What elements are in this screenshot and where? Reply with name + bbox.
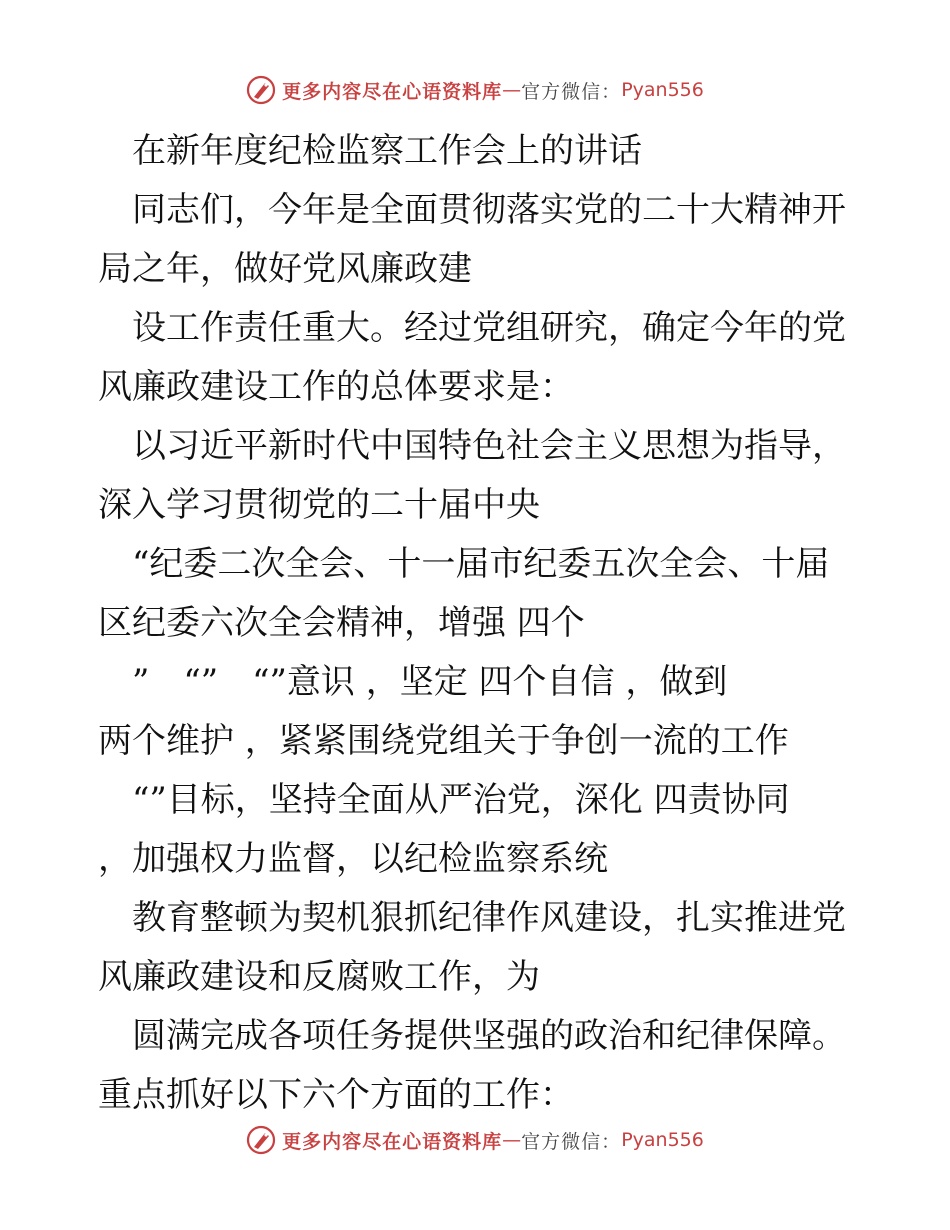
- text-line: 重点抓好以下六个方面的工作：: [98, 1075, 574, 1115]
- text-line: “”目标，坚持全面从严治党，深化 四责协同: [98, 780, 790, 820]
- text-line: ” “” “”意识 ，坚定 四个自信 ，做到: [98, 662, 728, 702]
- document-title: 在新年度纪检监察工作会上的讲话: [98, 131, 642, 171]
- text-line: 教育整顿为契机狠抓纪律作风建设，扎实推进党: [98, 898, 846, 938]
- banner-brand: 更多内容尽在心语资料库: [282, 80, 503, 103]
- text-line: 局之年，做好党风廉政建: [98, 249, 472, 289]
- banner-separator: —: [502, 1129, 522, 1151]
- text-line: 圆满完成各项任务提供坚强的政治和纪律保障。: [98, 1016, 846, 1056]
- banner-official: 官方微信：: [521, 80, 622, 103]
- banner-brand: 更多内容尽在心语资料库: [282, 1130, 503, 1153]
- text-line: 设工作责任重大。经过党组研究，确定今年的党: [98, 308, 846, 348]
- text-line: 同志们，今年是全面贯彻落实党的二十大精神开: [98, 190, 846, 230]
- text-line: 深入学习贯彻党的二十届中央: [98, 485, 540, 525]
- banner-wechat-id: Pyan556: [621, 1129, 704, 1151]
- text-line: 以习近平新时代中国特色社会主义思想为指导，: [98, 426, 846, 466]
- text-line: 区纪委六次全会精神，增强 四个: [98, 603, 585, 643]
- header-banner: [0, 70, 950, 110]
- banner-separator: —: [502, 79, 522, 101]
- text-line: ，加强权力监督，以纪检监察系统: [98, 839, 608, 879]
- document-body: [98, 122, 858, 1125]
- text-line: “纪委二次全会、十一届市纪委五次全会、十届: [98, 544, 830, 584]
- footer-banner: [0, 1120, 950, 1160]
- pen-nib-logo-icon: [246, 1125, 276, 1155]
- banner-official: 官方微信：: [521, 1130, 622, 1153]
- text-line: 两个维护 ，紧紧围绕党组关于争创一流的工作: [98, 721, 789, 761]
- text-line: 风廉政建设和反腐败工作，为: [98, 957, 540, 997]
- banner-wechat-id: Pyan556: [621, 79, 704, 101]
- pen-nib-logo-icon: [246, 75, 276, 105]
- text-line: 风廉政建设工作的总体要求是：: [98, 367, 574, 407]
